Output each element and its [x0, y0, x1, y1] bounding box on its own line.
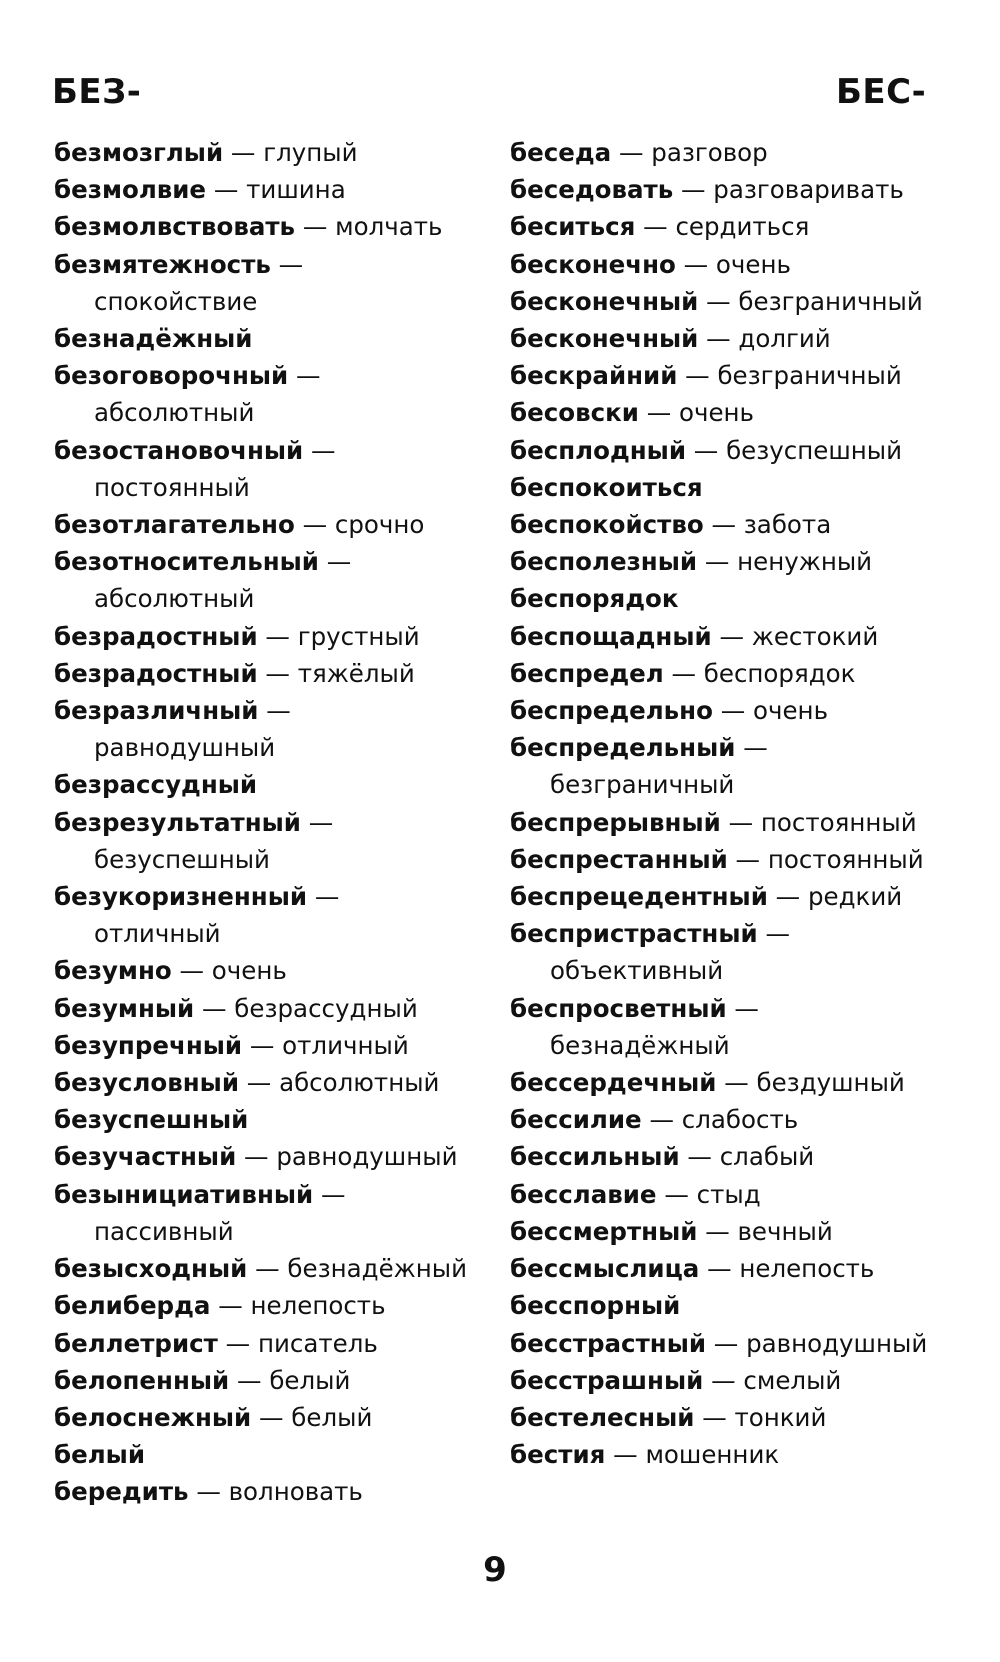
dictionary-entry: [54, 1325, 484, 1362]
entry-synonym: абсолютный: [279, 1068, 440, 1098]
entry-headword: безмозглый: [54, 138, 224, 167]
dictionary-entry: [510, 469, 980, 506]
dictionary-entry: [510, 1064, 980, 1101]
entry-headword: беспокоиться: [510, 472, 703, 502]
entry-synonym: безнадёжный: [287, 1254, 468, 1284]
entry-synonym: очень: [753, 696, 829, 726]
entry-dash: —: [712, 696, 754, 726]
entry-synonym: равнодушный: [94, 733, 276, 763]
entry-dash: —: [223, 138, 264, 167]
entry-dash: —: [229, 1365, 270, 1395]
entry-headword: безумно: [54, 956, 172, 986]
entry-synonym: нелепость: [739, 1254, 875, 1284]
entry-headword: безусловный: [54, 1068, 239, 1098]
entry-synonym: смелый: [743, 1365, 842, 1395]
dictionary-entry: [510, 1436, 980, 1473]
entry-synonym: отличный: [282, 1030, 409, 1060]
dictionary-entry: [54, 543, 484, 580]
entry-dash: —: [638, 398, 679, 428]
dictionary-entry: [54, 618, 484, 655]
entry-headword: бессмыслица: [510, 1254, 700, 1284]
entry-headword: бесконечный: [510, 286, 699, 316]
dictionary-entry: [54, 208, 484, 245]
entry-headword: безмятежность: [54, 249, 271, 279]
entry-headword: бестелесный: [510, 1402, 695, 1432]
entry-synonym: спокойствие: [94, 286, 258, 316]
section-header-left: БЕЗ-: [52, 72, 142, 112]
dictionary-entry: [54, 246, 484, 283]
dictionary-entry: [510, 655, 980, 692]
entry-synonym: нелепость: [250, 1291, 386, 1321]
entry-headword: бесстрашный: [510, 1365, 704, 1395]
dictionary-entry: [54, 1027, 484, 1064]
dictionary-entry: [510, 692, 980, 729]
entry-continuation: [510, 1027, 980, 1064]
entry-continuation: [54, 469, 484, 506]
dictionary-entry: [54, 1176, 484, 1213]
entry-dash: —: [679, 1142, 720, 1172]
entry-dash: —: [675, 249, 716, 279]
dictionary-entry: [54, 1362, 484, 1399]
dictionary-entry: [54, 1064, 484, 1101]
dictionary-entry: [510, 1362, 980, 1399]
entry-headword: безмолвие: [54, 175, 207, 205]
entry-headword: бесовски: [510, 398, 639, 428]
right-column: [510, 134, 980, 1473]
entry-dash: —: [270, 249, 304, 279]
entry-synonym: очень: [715, 249, 791, 279]
dictionary-entry: [510, 1325, 980, 1362]
entry-synonym: забота: [743, 510, 832, 540]
entry-synonym: грустный: [297, 621, 420, 651]
dictionary-entry: [54, 1250, 484, 1287]
entry-dash: —: [251, 1402, 292, 1432]
dictionary-entry: [510, 506, 980, 543]
entry-synonym: срочно: [334, 510, 425, 540]
entry-headword: бесконечный: [510, 324, 699, 354]
entry-dash: —: [210, 1291, 251, 1321]
entry-headword: безостановочный: [54, 435, 304, 465]
entry-headword: бесполезный: [510, 547, 698, 577]
entry-dash: —: [697, 547, 738, 577]
entry-synonym: слабый: [719, 1142, 815, 1172]
entry-dash: —: [726, 993, 759, 1023]
entry-headword: беллетрист: [54, 1328, 218, 1358]
entry-synonym: постоянный: [94, 472, 250, 502]
dictionary-entry: [510, 729, 980, 766]
dictionary-entry: [510, 134, 980, 171]
dictionary-entry: [54, 1101, 484, 1138]
entry-dash: —: [767, 882, 808, 912]
entry-dash: —: [697, 1216, 738, 1246]
dictionary-entry: [510, 543, 980, 580]
dictionary-entry: [510, 1287, 980, 1324]
entry-dash: —: [663, 658, 704, 688]
entry-dash: —: [313, 1179, 346, 1209]
entry-headword: бессильный: [510, 1142, 680, 1172]
dictionary-entry: [54, 804, 484, 841]
entry-dash: —: [727, 844, 768, 874]
entry-dash: —: [703, 510, 744, 540]
dictionary-entry: [54, 134, 484, 171]
entry-dash: —: [300, 807, 334, 837]
dictionary-entry: [54, 655, 484, 692]
entry-dash: —: [699, 1254, 740, 1284]
entry-synonym: абсолютный: [94, 398, 255, 428]
entry-dash: —: [294, 510, 335, 540]
entry-dash: —: [257, 658, 298, 688]
dictionary-entry: [510, 1213, 980, 1250]
entry-headword: беситься: [510, 212, 636, 242]
entry-headword: беспрерывный: [510, 807, 721, 837]
entry-dash: —: [605, 1440, 646, 1470]
dictionary-entry: [54, 506, 484, 543]
entry-synonym: волновать: [228, 1477, 363, 1507]
entry-continuation: [54, 394, 484, 431]
dictionary-entry: [54, 1399, 484, 1436]
entry-synonym: тонкий: [734, 1402, 827, 1432]
entry-synonym: отличный: [94, 919, 221, 949]
dictionary-entry: [510, 246, 980, 283]
dictionary-entry: [510, 432, 980, 469]
entry-synonym: разговор: [651, 138, 768, 167]
dictionary-entry: [54, 357, 484, 394]
entry-headword: беседовать: [510, 175, 674, 205]
entry-dash: —: [217, 1328, 258, 1358]
page-number: 9: [483, 1550, 507, 1590]
entry-synonym: сердиться: [675, 212, 810, 242]
entry-headword: бессмертный: [510, 1216, 698, 1246]
dictionary-entry: [510, 1176, 980, 1213]
entry-headword: безукоризненный: [54, 882, 308, 912]
entry-headword: безнадёжный: [54, 324, 253, 354]
entry-headword: беспредельный: [510, 733, 736, 763]
entry-synonym: долгий: [738, 324, 831, 354]
entry-synonym: белый: [291, 1402, 373, 1432]
dictionary-entry: [510, 208, 980, 245]
entry-headword: бесконечно: [510, 249, 676, 279]
entry-headword: бесславие: [510, 1179, 657, 1209]
dictionary-entry: [54, 1138, 484, 1175]
entry-dash: —: [611, 138, 652, 167]
entry-synonym: очень: [211, 956, 287, 986]
dictionary-entry: [54, 432, 484, 469]
entry-continuation: [54, 283, 484, 320]
entry-synonym: беспорядок: [703, 658, 856, 688]
entry-headword: безрадостный: [54, 621, 258, 651]
entry-synonym: равнодушный: [276, 1142, 458, 1172]
entry-headword: безупречный: [54, 1030, 243, 1060]
dictionary-entry: [54, 692, 484, 729]
entry-headword: белопенный: [54, 1365, 230, 1395]
entry-synonym: объективный: [550, 956, 724, 986]
entry-dash: —: [656, 1179, 697, 1209]
dictionary-entry: [54, 878, 484, 915]
entry-headword: безынициативный: [54, 1179, 314, 1209]
dictionary-entry: [54, 1473, 484, 1510]
entry-synonym: безнадёжный: [550, 1030, 730, 1060]
entry-synonym: постоянный: [767, 844, 924, 874]
dictionary-entry: [510, 171, 980, 208]
entry-synonym: безрассудный: [234, 993, 418, 1023]
entry-synonym: глупый: [263, 138, 358, 167]
entry-dash: —: [295, 212, 336, 242]
dictionary-entry: [510, 1399, 980, 1436]
entry-headword: безразличный: [54, 696, 259, 726]
entry-dash: —: [318, 547, 352, 577]
entry-headword: беспощадный: [510, 621, 712, 651]
entry-headword: беспокойство: [510, 510, 704, 540]
entry-dash: —: [698, 324, 739, 354]
entry-headword: бессердечный: [510, 1068, 717, 1098]
entry-dash: —: [757, 919, 790, 949]
entry-headword: безрассудный: [54, 770, 258, 800]
entry-synonym: очень: [678, 398, 754, 428]
entry-headword: безрезультатный: [54, 807, 301, 837]
dictionary-entry: [510, 580, 980, 617]
entry-headword: бесспорный: [510, 1291, 681, 1321]
entry-headword: безысходный: [54, 1254, 248, 1284]
entry-headword: бередить: [54, 1477, 189, 1507]
dictionary-entry: [510, 283, 980, 320]
entry-synonym: разговаривать: [713, 175, 904, 205]
entry-synonym: безграничный: [738, 286, 923, 316]
entry-continuation: [510, 952, 980, 989]
entry-headword: беспорядок: [510, 584, 679, 614]
entry-synonym: мошенник: [645, 1440, 780, 1470]
entry-synonym: белый: [269, 1365, 351, 1395]
section-header-right: БЕС-: [836, 72, 927, 112]
entry-continuation: [54, 580, 484, 617]
entry-synonym: молчать: [335, 212, 443, 242]
entry-synonym: жестокий: [751, 621, 879, 651]
dictionary-entry: [510, 618, 980, 655]
entry-synonym: безграничный: [550, 770, 735, 800]
dictionary-entry: [54, 990, 484, 1027]
entry-dash: —: [258, 696, 291, 726]
entry-headword: белый: [54, 1440, 145, 1470]
entry-dash: —: [698, 286, 739, 316]
entry-headword: безотносительный: [54, 547, 319, 577]
entry-synonym: равнодушный: [746, 1328, 928, 1358]
entry-headword: беспредел: [510, 658, 664, 688]
entry-dash: —: [238, 1068, 280, 1098]
entry-dash: —: [716, 1068, 757, 1098]
left-column: [54, 134, 484, 1511]
dictionary-entry: [54, 1436, 484, 1473]
dictionary-entry: [510, 394, 980, 431]
entry-headword: беспредельно: [510, 696, 713, 726]
entry-headword: белоснежный: [54, 1402, 252, 1432]
entry-synonym: постоянный: [760, 807, 917, 837]
dictionary-entry: [54, 766, 484, 803]
entry-headword: белиберда: [54, 1291, 211, 1321]
dictionary-entry: [510, 1101, 980, 1138]
entry-headword: бесплодный: [510, 435, 686, 465]
entry-headword: беседа: [510, 138, 612, 167]
dictionary-entry: [510, 878, 980, 915]
entry-headword: беспристрастный: [510, 919, 758, 949]
dictionary-entry: [54, 171, 484, 208]
entry-dash: —: [706, 1328, 747, 1358]
entry-dash: —: [711, 621, 752, 651]
entry-synonym: вечный: [737, 1216, 833, 1246]
entry-synonym: ненужный: [737, 547, 873, 577]
entry-dash: —: [703, 1365, 744, 1395]
entry-dash: —: [188, 1477, 229, 1507]
entry-headword: безрадостный: [54, 658, 258, 688]
entry-synonym: бездушный: [756, 1068, 905, 1098]
entry-dash: —: [677, 361, 718, 391]
entry-synonym: слабость: [681, 1105, 799, 1135]
entry-headword: бесстрастный: [510, 1328, 707, 1358]
entry-dash: —: [247, 1254, 288, 1284]
entry-dash: —: [635, 212, 676, 242]
dictionary-entry: [510, 357, 980, 394]
entry-headword: беспрецедентный: [510, 882, 768, 912]
entry-headword: безоговорочный: [54, 361, 289, 391]
entry-synonym: безуспешный: [726, 435, 903, 465]
entry-continuation: [510, 766, 980, 803]
entry-dash: —: [694, 1402, 735, 1432]
entry-synonym: пассивный: [94, 1216, 234, 1246]
dictionary-entry: [54, 320, 484, 357]
entry-synonym: тишина: [246, 175, 346, 205]
entry-dash: —: [641, 1105, 682, 1135]
entry-dash: —: [720, 807, 761, 837]
entry-headword: бессилие: [510, 1105, 642, 1135]
entry-headword: беспрестанный: [510, 844, 728, 874]
dictionary-entry: [510, 320, 980, 357]
entry-headword: безотлагательно: [54, 510, 295, 540]
entry-dash: —: [307, 882, 340, 912]
entry-synonym: безграничный: [717, 361, 902, 391]
entry-continuation: [54, 915, 484, 952]
entry-synonym: абсолютный: [94, 584, 255, 614]
dictionary-entry: [54, 1287, 484, 1324]
entry-headword: безмолвствовать: [54, 212, 296, 242]
entry-continuation: [54, 1213, 484, 1250]
dictionary-entry: [54, 952, 484, 989]
entry-synonym: редкий: [807, 882, 903, 912]
entry-continuation: [54, 841, 484, 878]
entry-headword: безумный: [54, 993, 195, 1023]
entry-dash: —: [303, 435, 336, 465]
entry-dash: —: [171, 956, 212, 986]
dictionary-entry: [510, 804, 980, 841]
entry-synonym: писатель: [257, 1328, 378, 1358]
dictionary-entry: [510, 1250, 980, 1287]
dictionary-entry: [510, 990, 980, 1027]
entry-dash: —: [686, 435, 727, 465]
entry-dash: —: [236, 1142, 277, 1172]
dictionary-entry: [510, 841, 980, 878]
entry-headword: бескрайний: [510, 361, 678, 391]
entry-synonym: безуспешный: [94, 844, 270, 874]
entry-dash: —: [673, 175, 714, 205]
dictionary-entry: [510, 1138, 980, 1175]
entry-dash: —: [194, 993, 235, 1023]
entry-dash: —: [735, 733, 768, 763]
dictionary-entry: [510, 915, 980, 952]
entry-dash: —: [206, 175, 247, 205]
entry-synonym: тяжёлый: [297, 658, 415, 688]
entry-synonym: стыд: [696, 1179, 761, 1209]
entry-headword: бестия: [510, 1440, 606, 1470]
entry-headword: безучастный: [54, 1142, 237, 1172]
entry-headword: безуспешный: [54, 1105, 249, 1135]
entry-dash: —: [242, 1030, 283, 1060]
entry-continuation: [54, 729, 484, 766]
entry-dash: —: [257, 621, 298, 651]
entry-headword: беспросветный: [510, 993, 727, 1023]
entry-dash: —: [288, 361, 321, 391]
